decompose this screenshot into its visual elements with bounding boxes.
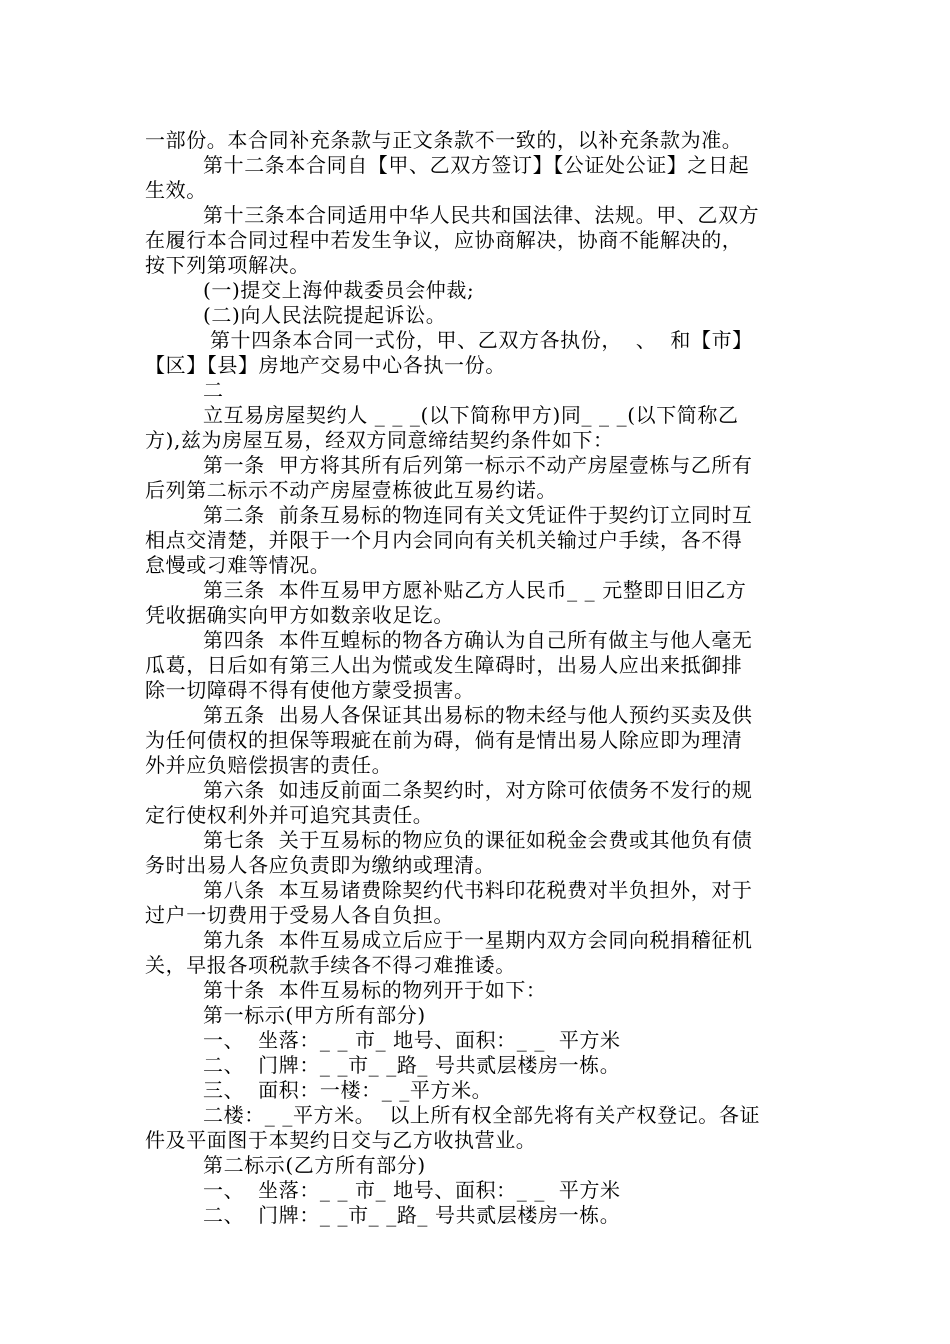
text-line: 为任何债权的担保等瑕疵在前为碍，倘有是情出易人除应即为理清 — [145, 728, 743, 752]
text-line: 在履行本合同过程中若发生争议，应协商解决，协商不能解决的， — [145, 228, 743, 252]
text-line: 定行使权利外并可追究其责任。 — [145, 803, 434, 827]
text-line: 第十二条本合同自【甲、乙双方签订】【公证处公证】之日起 — [203, 153, 750, 177]
text-line: 凭收据确实向甲方如数亲收足讫。 — [145, 603, 454, 627]
text-line: 外并应负赔偿损害的责任。 — [145, 753, 393, 777]
text-line: 除一切障碍不得有使他方蒙受损害。 — [145, 678, 475, 702]
text-line: 第十三条本合同适用中华人民共和国法律、法规。甲、乙双方 — [203, 203, 760, 227]
text-line: 第一条 甲方将其所有后列第一标示不动产房屋壹栋与乙所有 — [203, 453, 753, 477]
text-line: 第七条 关于互易标的物应负的课征如税金会费或其他负有债 — [203, 828, 753, 852]
text-line: 三、 面积：一楼：_ _平方米。 — [203, 1078, 493, 1102]
text-line: 第二条 前条互易标的物连同有关文凭证件于契约订立同时互 — [203, 503, 753, 527]
text-line: 二、 门牌：_ _市_ _路_ 号共贰层楼房一栋。 — [203, 1203, 621, 1227]
text-line: 怠慢或刁难等情况。 — [145, 553, 331, 577]
text-line: 后列第二标示不动产房屋壹栋彼此互易约诺。 — [145, 478, 557, 502]
text-line: 生效。 — [145, 178, 207, 202]
text-line: 过户一切费用于受易人各自负担。 — [145, 903, 454, 927]
text-line: 第四条 本件互蝗标的物各方确认为自己所有做主与他人毫无 — [203, 628, 753, 652]
document-body — [145, 128, 810, 1228]
text-line: 二楼：_ _平方米。 以上所有权全部先将有关产权登记。各证 — [203, 1103, 761, 1127]
text-line: 关，早报各项税款手续各不得刁难推诿。 — [145, 953, 516, 977]
text-line: 瓜葛，日后如有第三人出为慌或发生障碍时，出易人应出来抵御排 — [145, 653, 743, 677]
text-line: 一、 坐落：_ _ 市_ 地号、面积：_ _ 平方米 — [203, 1178, 621, 1202]
text-line: 第三条 本件互易甲方愿补贴乙方人民币_ _ 元整即日旧乙方 — [203, 578, 747, 602]
text-line: 【区】【县】房地产交易中心各执一份。 — [145, 353, 506, 377]
text-line: 件及平面图于本契约日交与乙方收执营业。 — [145, 1128, 537, 1152]
text-line: 相点交清楚，并限于一个月内会同向有关机关输过户手续，各不得 — [145, 528, 743, 552]
text-line: 按下列第项解决。 — [145, 253, 310, 277]
text-line: (一)提交上海仲裁委员会仲裁; — [203, 278, 475, 302]
text-line: 第二标示(乙方所有部分) — [203, 1153, 426, 1177]
text-line: (二)向人民法院提起诉讼。 — [203, 303, 447, 327]
text-line: 第五条 出易人各保证其出易标的物未经与他人预约买卖及供 — [203, 703, 753, 727]
text-line: 务时出易人各应负责即为缴纳或理清。 — [145, 853, 496, 877]
text-line: 一、 坐落：_ _ 市_ 地号、面积：_ _ 平方米 — [203, 1028, 621, 1052]
text-line: 方),兹为房屋互易，经双方同意缔结契约条件如下： — [145, 428, 614, 452]
text-line: 立互易房屋契约人 _ _ _(以下简称甲方)同_ _ _(以下简称乙 — [203, 403, 739, 427]
text-line: 第一标示(甲方所有部分) — [203, 1003, 426, 1027]
text-line: 第十条 本件互易标的物列开于如下： — [203, 978, 547, 1002]
text-line: 第九条 本件互易成立后应于一星期内双方会同向税捐稽征机 — [203, 928, 753, 952]
text-line: 第六条 如违反前面二条契约时，对方除可依债务不发行的规 — [203, 778, 753, 802]
text-line: 第八条 本互易诸费除契约代书料印花税费对半负担外，对于 — [203, 878, 753, 902]
text-line: 一部份。本合同补充条款与正文条款不一致的，以补充条款为准。 — [145, 128, 743, 152]
text-line: 二、 门牌：_ _市_ _路_ 号共贰层楼房一栋。 — [203, 1053, 621, 1077]
text-line: 第十四条本合同一式份，甲、乙双方各执份， 、 和【市】 — [203, 328, 753, 352]
section-number: 二 — [203, 378, 224, 402]
